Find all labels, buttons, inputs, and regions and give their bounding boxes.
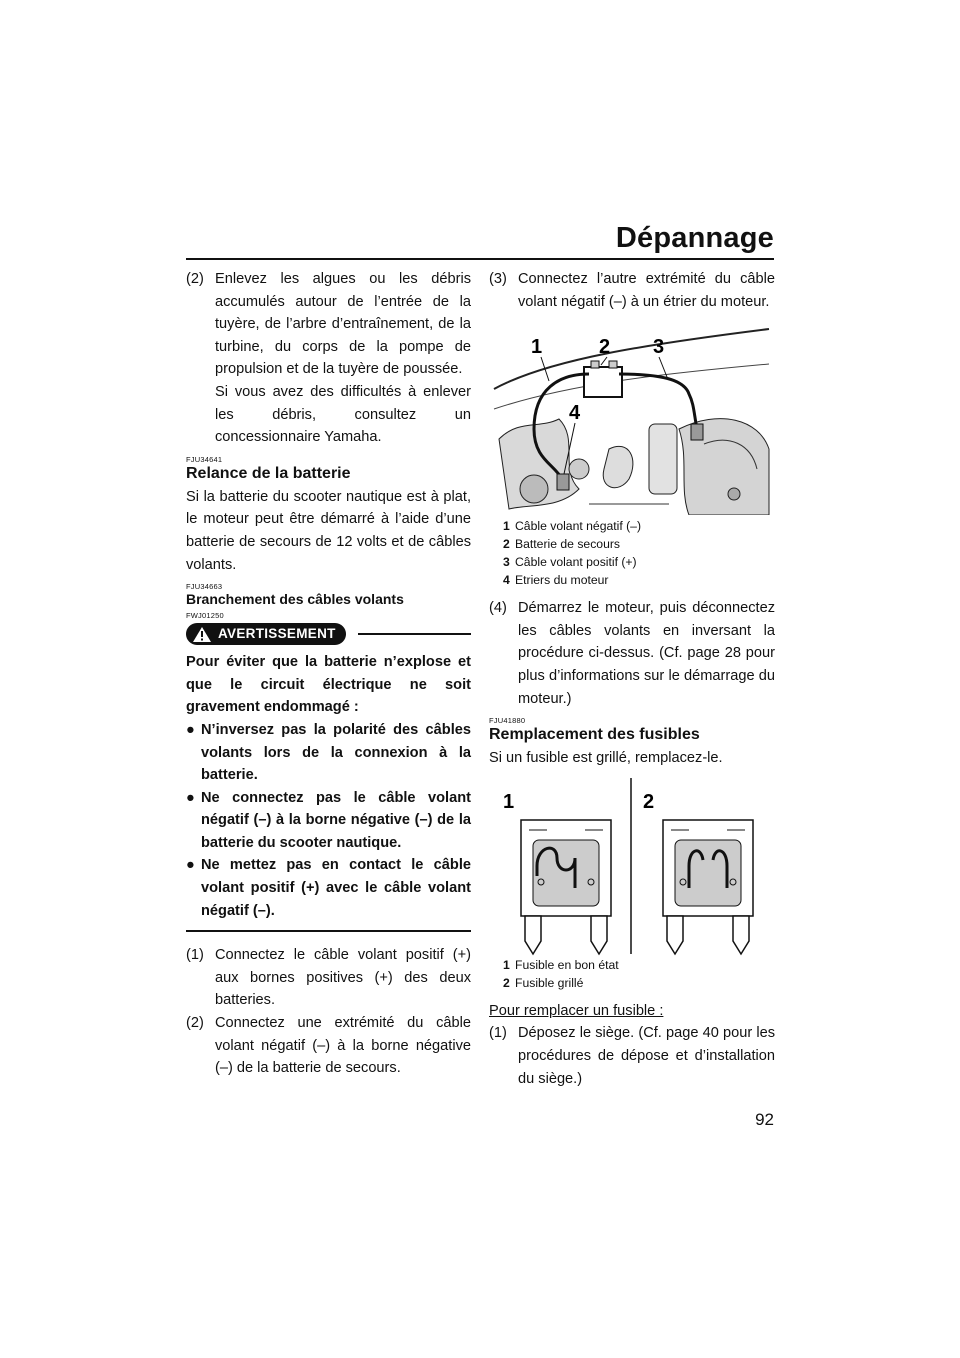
step-2b [186,1012,471,1080]
step-text: Connectez le câble volant positif (+) aux bornes positives (+) des deux batteries. [215,947,471,1009]
warning-badge [186,623,346,645]
warning-header [186,623,471,645]
legend-number: 4 [503,573,510,588]
heading-relance: Relance de la batterie [186,464,351,482]
step-1 [186,944,471,1012]
left-column [186,268,471,1080]
legend-row [489,956,775,974]
warning-item [186,854,471,922]
step-text: Déposez le siège. (Cf. page 40 pour les procédures de dépose et d’installation du siège.) [518,1025,775,1087]
jump-start-figure [489,319,775,515]
step-number: (1) [489,1025,507,1042]
bullet-icon: ● [186,721,195,738]
legend-row [489,974,775,992]
warning-item-text: N’inversez pas la polarité des câbles volants lors de la connexion à la batterie. [201,721,471,784]
legend-number: 3 [503,555,510,570]
callout-4: 4 [569,402,581,425]
warning-end-rule [186,930,471,932]
paragraph-relance: Si la batterie du scooter nautique est à plat, le moteur peut être démarré à l’aide d’une batterie de secours de 12 volts et de câbles volants. [186,488,471,573]
fuse-illustration [489,776,775,956]
step-r1 [489,1022,775,1090]
callout-3: 3 [653,336,665,359]
step-3 [489,268,775,313]
page-number: 92 [755,1110,774,1129]
legend-text: Fusible en bon état [515,957,619,972]
legend-row [489,535,775,553]
fuse-label-2: 2 [643,790,655,813]
callout-2: 2 [599,336,611,359]
section-code: FJU41880 [489,716,526,726]
step-text: Démarrez le moteur, puis déconnectez les câbles volants en inversant la procédure ci-dessus. (Cf. page 28 pour plus d’informations sur le démarrage du moteur.) [518,600,775,707]
warning-item [186,719,471,787]
legend-number: 1 [503,519,510,534]
subheading-replace-fuse: Pour remplacer un fusible : [489,1002,664,1019]
warning-label: AVERTISSEMENT [218,625,336,641]
legend-number: 2 [503,537,510,552]
step-number: (3) [489,271,507,287]
header-rule [186,258,774,260]
step-4 [489,597,775,710]
step-2 [186,268,471,381]
callout-1: 1 [531,336,543,359]
step-text: Connectez l’autre extrémité du câble volant négatif (–) à un étrier du moteur. [518,271,775,310]
good-fuse [521,820,611,954]
blown-fuse [663,820,753,954]
figure-2-legend [489,956,775,992]
step-text: Enlevez les algues ou les débris accumulés autour de l’entrée de la tuyère, de l’arbre d’entraînement, de la turbine, du corps de la pompe de propulsion et de la tuyère de poussée. [215,271,471,378]
warning-triangle-icon [192,626,212,643]
step-number: (2) [186,271,204,287]
right-column [489,268,775,1090]
legend-text: Etriers du moteur [515,573,609,588]
paragraph-fusibles: Si un fusible est grillé, remplacez-le. [489,750,723,767]
warning-rule [358,633,471,635]
legend-text: Câble volant négatif (–) [515,519,642,534]
warning-item-text: Ne mettez pas en contact le câble volant positif (+) avec le câble volant négatif (–). [201,857,471,919]
legend-row [489,553,775,571]
legend-row [489,517,775,535]
fuse-label-1: 1 [503,790,515,813]
warning-code: FWJ01250 [186,611,224,621]
heading-branchement: Branchement des câbles volants [186,591,404,608]
warning-intro: Pour éviter que la batterie n’explose et que le circuit électrique ne soit gravement endommagé : [186,654,471,716]
legend-number: 2 [503,975,510,990]
bullet-icon: ● [186,789,195,806]
step-2-continued: Si vous avez des difficultés à enlever les débris, consultez un concessionnaire Yamaha. [215,383,471,446]
step-number: (1) [186,947,204,964]
legend-text: Fusible grillé [515,975,584,990]
step-number: (2) [186,1015,204,1032]
heading-fusibles: Remplacement des fusibles [489,726,700,744]
warning-item-text: Ne connectez pas le câble volant négatif (–) à la borne négative (–) de la batterie du scooter nautique. [201,789,471,851]
legend-row [489,571,775,589]
engine-bay-illustration [489,319,775,515]
bullet-icon: ● [186,857,195,874]
legend-text: Câble volant positif (+) [515,555,637,570]
step-number: (4) [489,600,507,617]
step-text: Connectez une extrémité du câble volant négatif (–) à la borne négative (–) de la batterie de secours. [215,1015,471,1077]
legend-number: 1 [503,957,510,972]
section-code: FJU34663 [186,582,223,592]
page-title: Dépannage [615,222,774,254]
figure-1-legend [489,517,775,589]
legend-text: Batterie de secours [515,537,621,552]
section-code: FJU34641 [186,454,223,464]
fuse-figure [489,776,775,956]
warning-item [186,787,471,855]
